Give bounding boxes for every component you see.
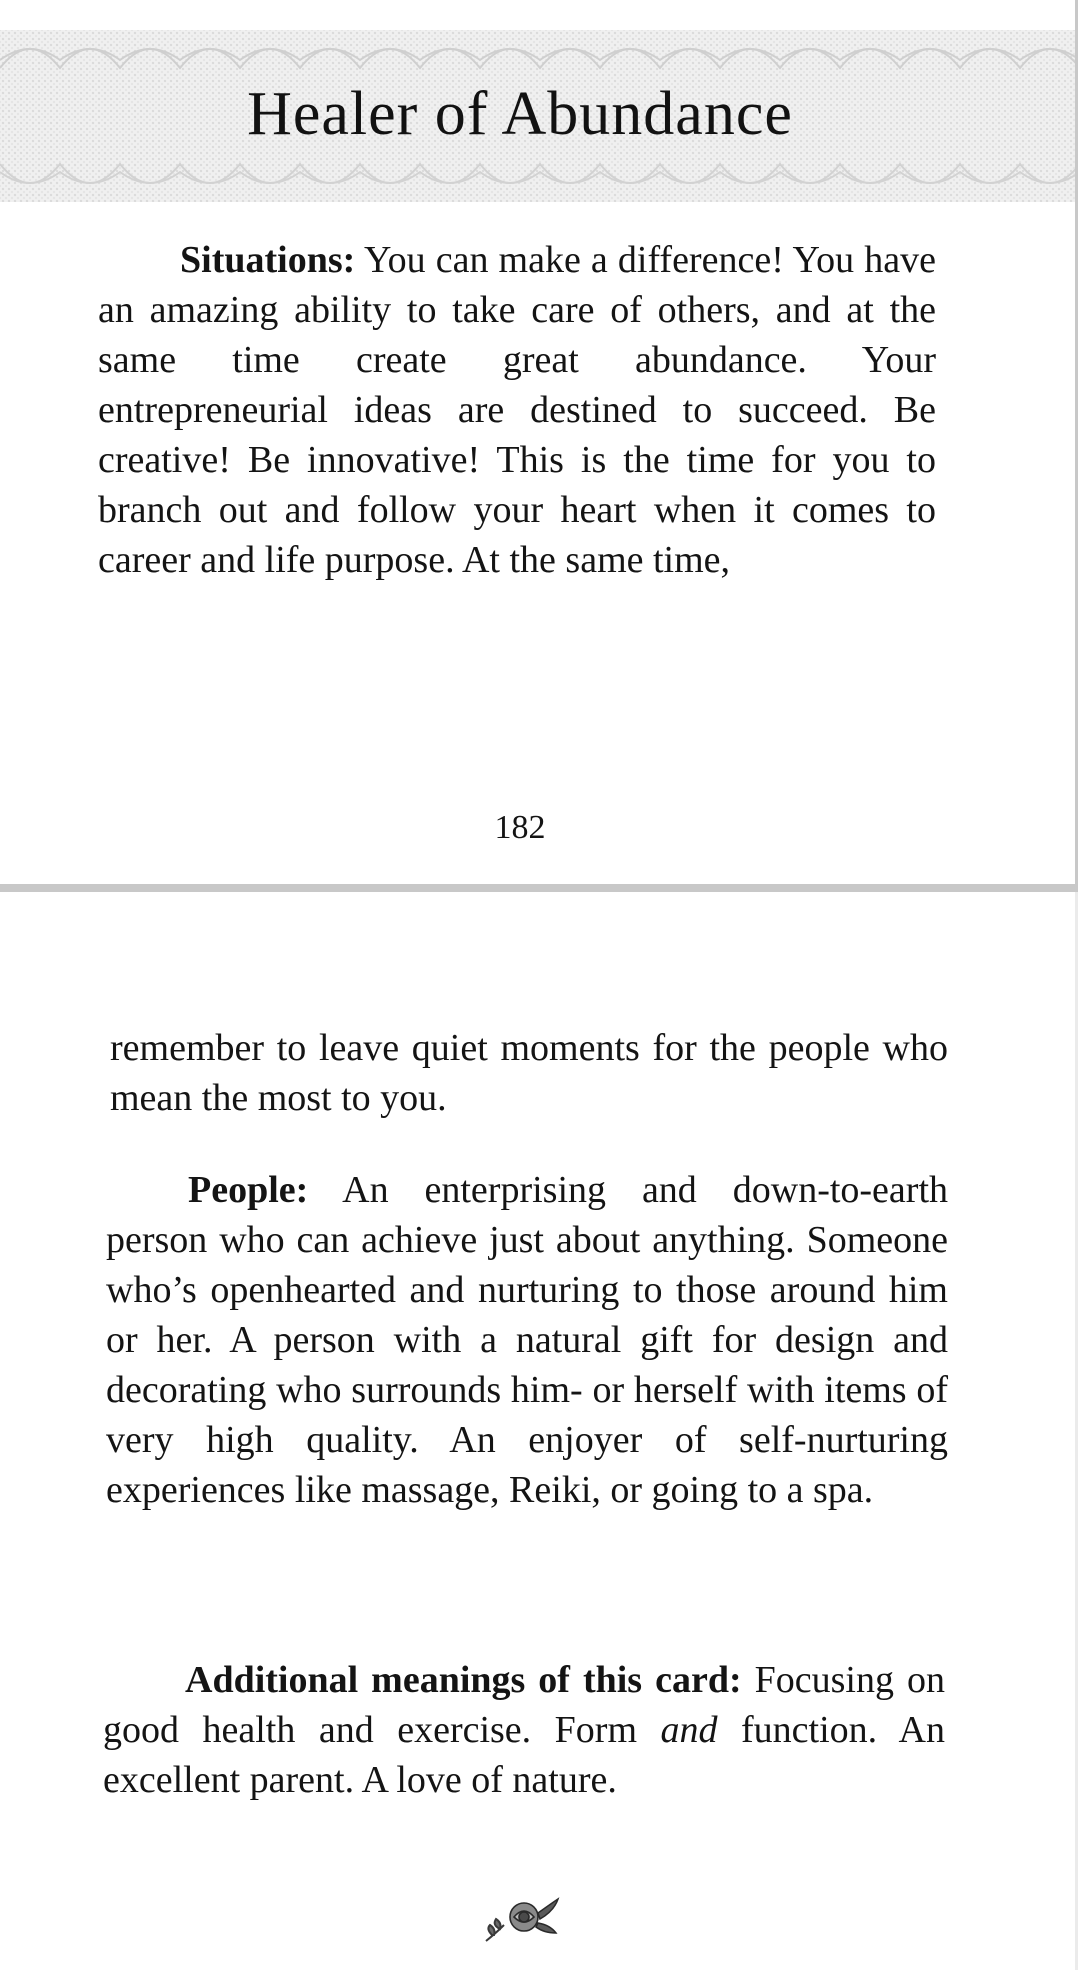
people-text: An enterprising and down-to-earth person who can achieve just about anything. Someone who’s openhearted and nurturing to those around him or her. A person with a natural gift for design and decorating who surrounds him- or herself with items of very high quality. An enjoyer of self-nurturing experiences like massage, Reiki, or going to a spa. (106, 1169, 948, 1511)
card-title: Healer of Abundance (247, 80, 793, 148)
additional-text-after: function. An excellent parent. A love of nature. (103, 1709, 945, 1801)
additional-emphasis: and (660, 1709, 718, 1751)
rose-icon (482, 1895, 560, 1945)
page-number: 182 (494, 809, 546, 846)
situations-paragraph (98, 235, 936, 585)
people-paragraph (106, 1165, 948, 1515)
lace-scallop-bottom (0, 162, 1075, 202)
situations-text: You can make a difference! You have an amazing ability to take care of others, and at the same time create great abundance. Your entrepreneurial ideas are destined to succeed. Be creative! Be innovative! This is the time for you to branch out and follow your heart when it comes to career and life purpose. At the same time, (98, 239, 936, 581)
book-page-182 (0, 0, 1078, 892)
additional-meanings-label: Additional meanings of this card: (185, 1659, 742, 1701)
people-label: People: (188, 1169, 309, 1211)
additional-text-before: Focusing on good health and exercise. Form (103, 1659, 945, 1751)
situations-continuation: remember to leave quiet moments for the people who mean the most to you. (110, 1027, 948, 1119)
additional-meanings-paragraph (103, 1655, 945, 1805)
situations-label: Situations: (180, 239, 356, 281)
lace-scallop-top (0, 30, 1075, 70)
